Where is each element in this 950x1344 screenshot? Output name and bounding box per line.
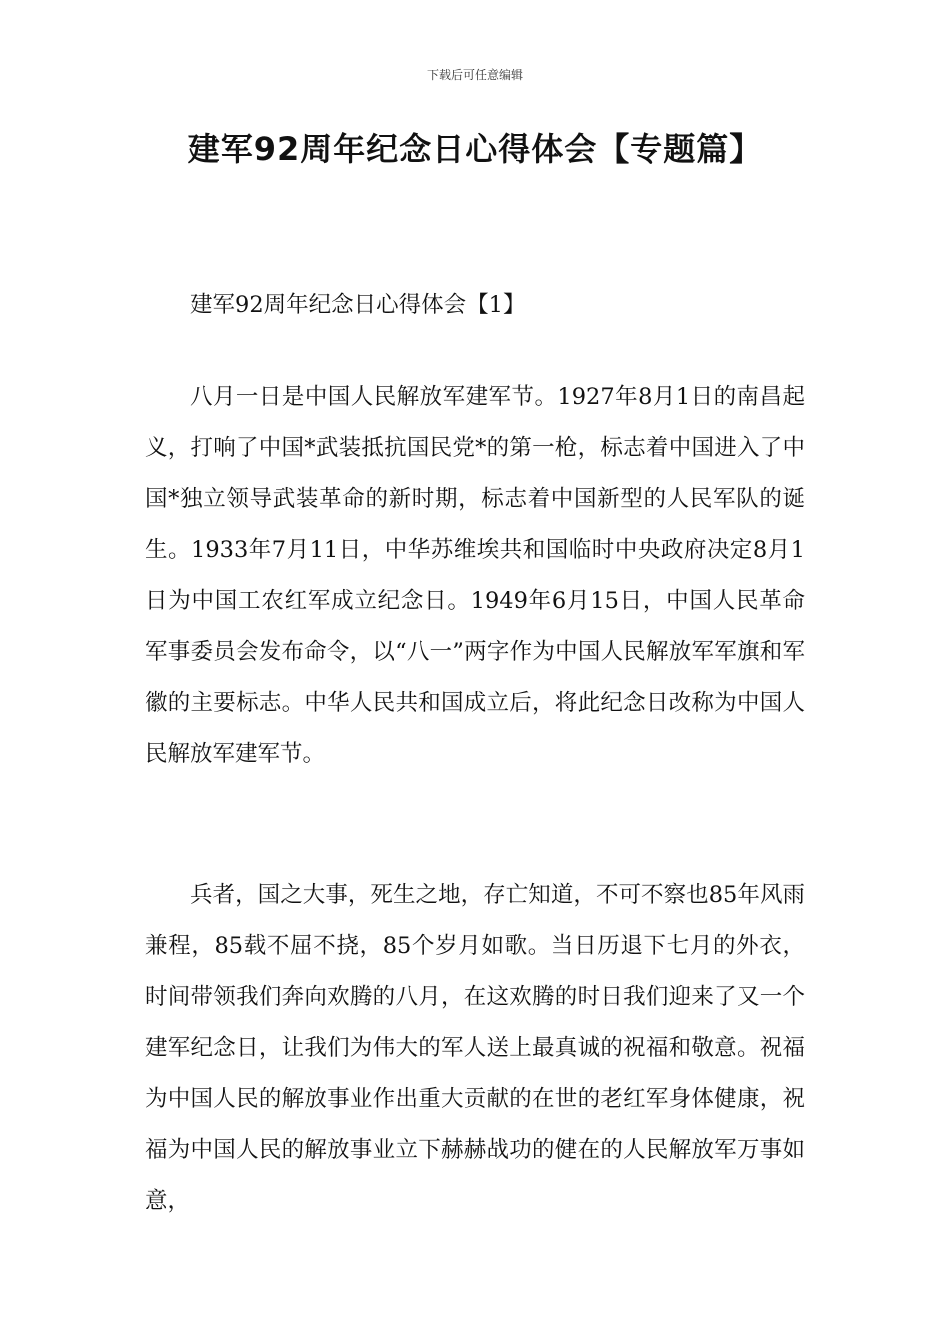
header-note: 下载后可任意编辑 [426, 68, 523, 82]
document-title: 建军92周年纪念日心得体会【专题篇】 [187, 130, 763, 168]
section-heading: 建军92周年纪念日心得体会【1】 [190, 292, 526, 318]
body-paragraph-1: 八月一日是中国人民解放军建军节。1927年8月1日的南昌起义，打响了中国*武装抵抗国民党*的第一枪，标志着中国进入了中国*独立领导武装革命的新时期，标志着中国新型的人民军队的诞生。1933年7月11日，中华苏维埃共和国临时中央政府决定8月1日为中国工农红军成立纪念日。1949年6月15日，中国人民革命军事委员会发布命令，以“八一”两字作为中国人民解放军军旗和军徽的主要标志。中华人民共和国成立后，将此纪念日改称为中国人民解放军建军节。 [145, 384, 805, 767]
body-paragraph-2: 兵者，国之大事，死生之地，存亡知道，不可不察也85年风雨兼程，85载不屈不挠，85个岁月如歌。当日历退下七月的外衣，时间带领我们奔向欢腾的八月，在这欢腾的时日我们迎来了又一个建军纪念日，让我们为伟大的军人送上最真诚的祝福和敬意。祝福为中国人民的解放事业作出重大贡献的在世的老红军身体健康，祝福为中国人民的解放事业立下赫赫战功的健在的人民解放军万事如意， [145, 882, 805, 1214]
